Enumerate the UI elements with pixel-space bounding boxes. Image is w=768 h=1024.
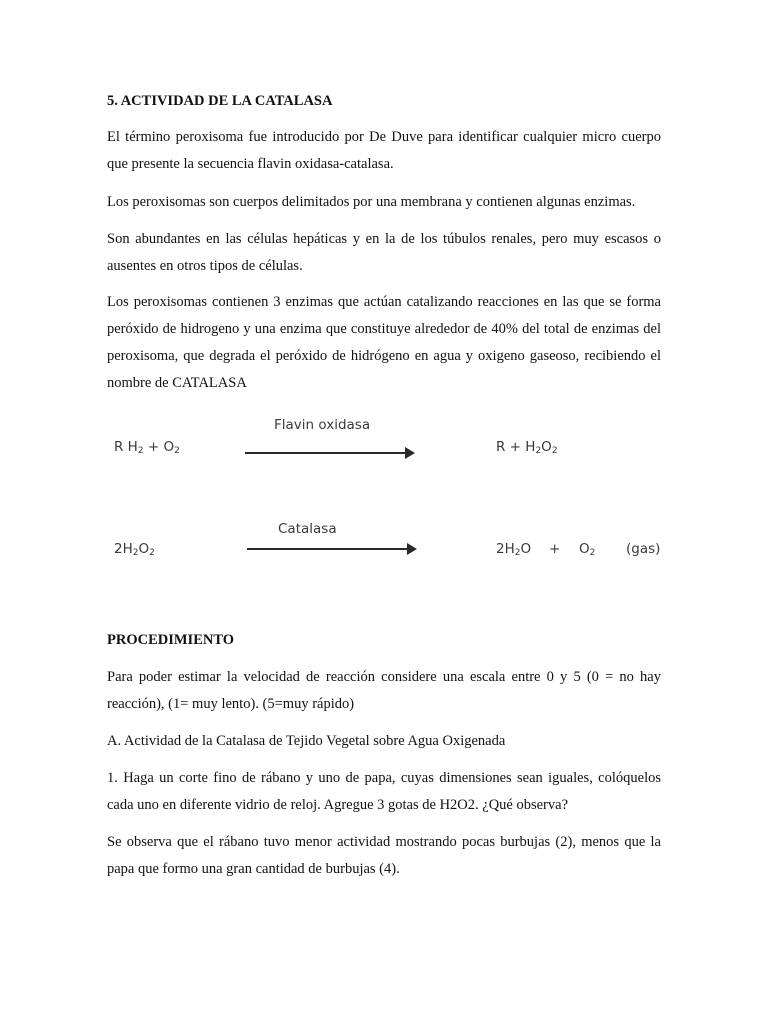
reaction-1-products: $R + H_2O_2$ xyxy=(496,439,558,456)
reaction-1-reactants: R $H_2 + O_2$ xyxy=(114,439,180,456)
reaction-1-enzyme-label: Flavin oxidasa xyxy=(274,417,371,433)
paragraph-section-a-title: A. Actividad de la Catalasa de Tejido Vegetal sobre Agua Oxigenada xyxy=(107,733,506,749)
paragraph-peroxisoma-location: Son abundantes en las células hepáticas y en la de los túbulos renales, pero muy escasos o ausentes en otros tipos de células. xyxy=(107,231,661,274)
paragraph-observation: Se observa que el rábano tuvo menor actividad mostrando pocas burbujas (2), menos que la papa que formo una gran cantidad de burbujas (4). xyxy=(107,834,661,877)
reaction-1-arrow xyxy=(245,447,415,459)
section-title: 5. ACTIVIDAD DE LA CATALASA xyxy=(107,93,333,109)
paragraph-step-1: 1. Haga un corte fino de rábano y uno de papa, cuyas dimensiones sean iguales, colóquelos cada uno en diferente vidrio de reloj. Agregue 3 gotas de H2O2. ¿Qué observa? xyxy=(107,770,661,813)
paragraph-peroxisoma-definition: El término peroxisoma fue introducido por De Duve para identificar cualquier micro cuerpo que presente la secuencia flavin oxidasa-catalasa. xyxy=(107,129,661,172)
reaction-2-arrow xyxy=(247,543,417,555)
paragraph-peroxisoma-enzymes: Los peroxisomas contienen 3 enzimas que actúan catalizando reacciones en las que se forma peróxido de hidrogeno y una enzima que constituye alrededor de 40% del total de enzimas del peroxisoma, que degrada el peróxido de hidrógeno en agua y oxigeno gaseoso, recibiendo el nombre de CATALASA xyxy=(107,294,661,391)
reaction-2-gas-state: (gas) xyxy=(626,541,661,557)
reaction-2-product-water: $2H_2O$ xyxy=(496,541,532,558)
paragraph-peroxisoma-membrane: Los peroxisomas son cuerpos delimitados por una membrana y contienen algunas enzimas. xyxy=(107,194,636,210)
procedure-title: PROCEDIMIENTO xyxy=(107,632,235,648)
reaction-2-product-oxygen: $O_2$ xyxy=(579,541,596,558)
paragraph-scale-instructions: Para poder estimar la velocidad de reacción considere una escala entre 0 y 5 (0 = no hay reacción), (1= muy lento). (5=muy rápido) xyxy=(107,669,661,712)
reaction-diagram xyxy=(107,410,661,570)
reaction-2-reactant: $2H_2O_2$ xyxy=(114,541,155,558)
reaction-2-plus-sign: + xyxy=(549,541,561,557)
reaction-2-enzyme-label: Catalasa xyxy=(278,521,337,537)
